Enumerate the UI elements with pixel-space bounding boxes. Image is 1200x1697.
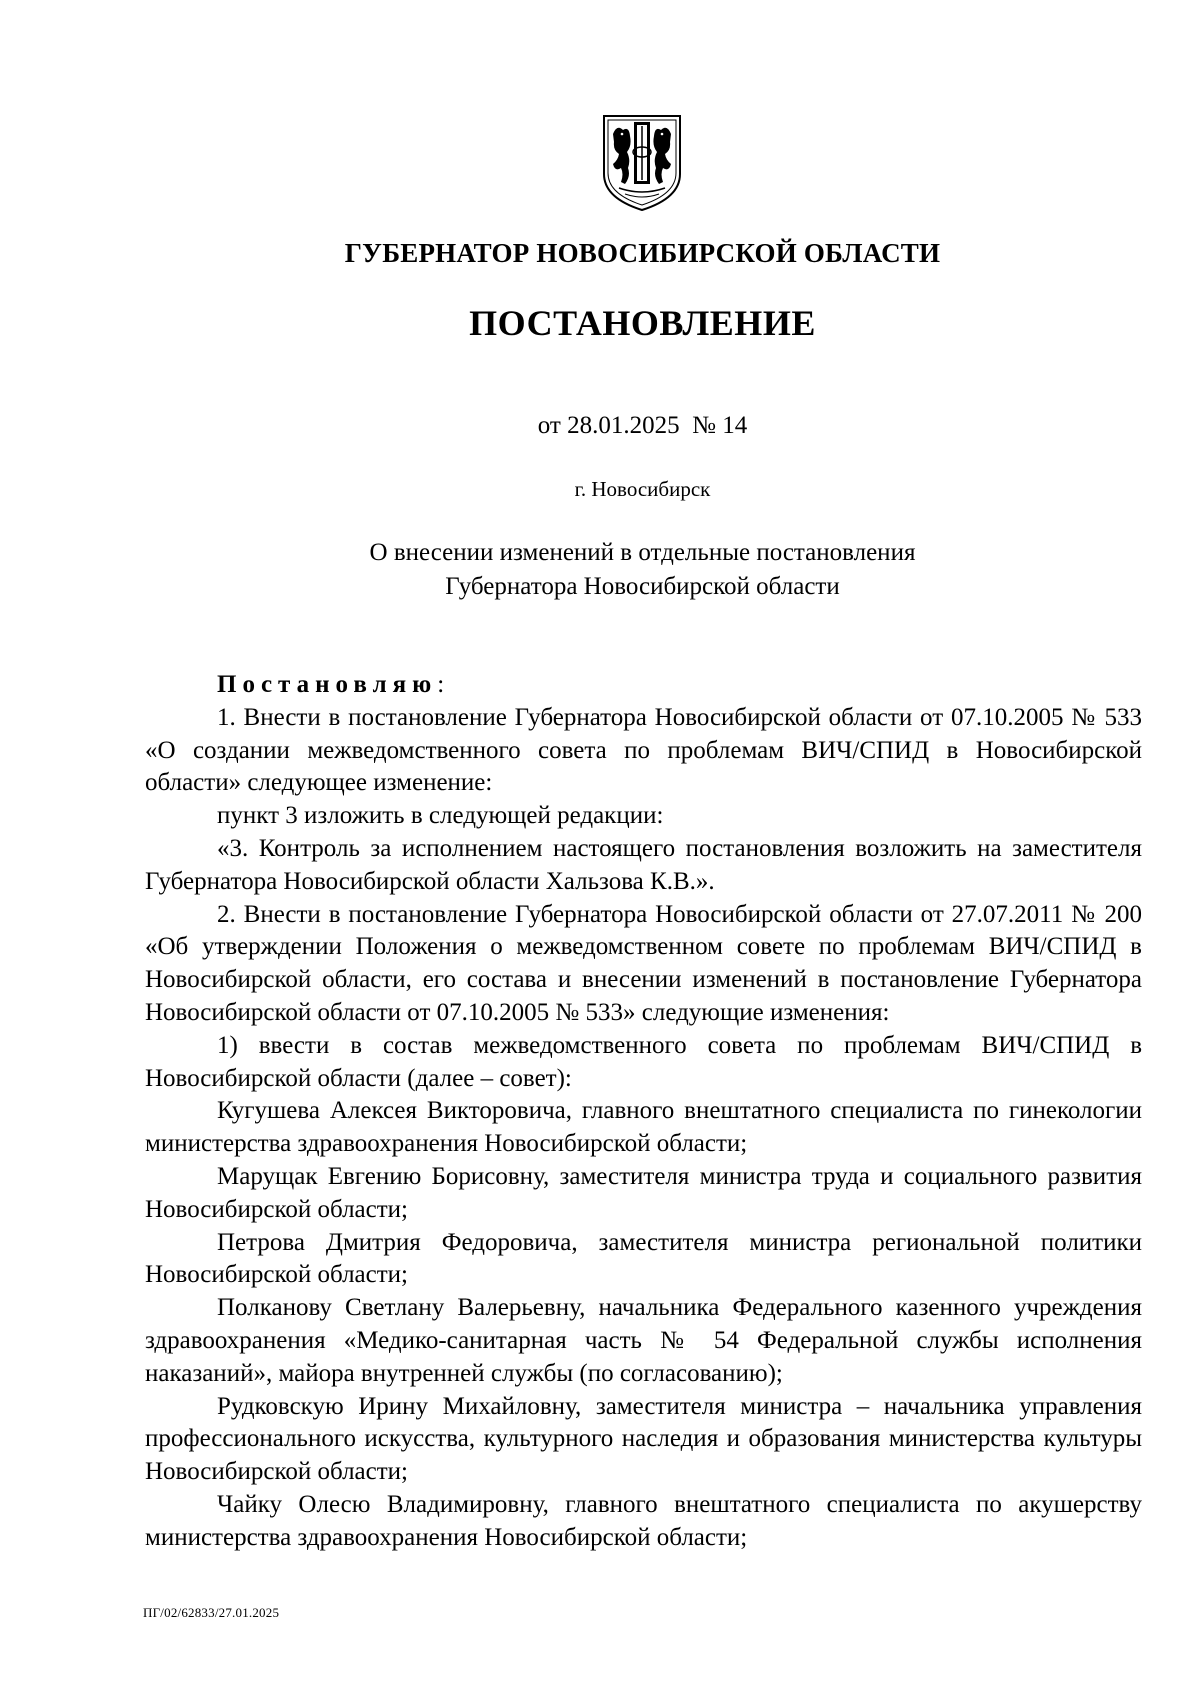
- decree-heading: [145, 669, 1142, 702]
- paragraph-1: 1. Внести в постановление Губернатора Новосибирской области от 07.10.2005 № 533 «О создании межведомственного совета по проблемам ВИЧ/СПИД в Новосибирской области» следующее изменение:: [145, 703, 1142, 797]
- document-body: [145, 669, 1142, 1555]
- paragraph-10: Рудковскую Ирину Михайловну, заместителя министра – начальника управления профессионального искусства, культурного наследия и образования министерства культуры Новосибирской области;: [145, 1392, 1142, 1486]
- document-subject: [0, 536, 1200, 604]
- paragraph-6: Кугушева Алексея Викторовича, главного внештатного специалиста по гинекологии министерства здравоохранения Новосибирской области;: [145, 1097, 1142, 1158]
- paragraph-2: пункт 3 изложить в следующей редакции:: [217, 802, 664, 830]
- decree-word: Постановляю: [217, 671, 438, 698]
- document-date-number: от 28.01.2025 № 14: [537, 412, 748, 439]
- issuing-authority: ГУБЕРНАТОР НОВОСИБИРСКОЙ ОБЛАСТИ: [344, 238, 941, 268]
- subject-line-2: Губернатора Новосибирской области: [445, 573, 840, 600]
- paragraph-5: 1) ввести в состав межведомственного совета по проблемам ВИЧ/СПИД в Новосибирской области (далее – совет):: [145, 1031, 1142, 1092]
- paragraph-9: Полканову Светлану Валерьевну, начальника Федерального казенного учреждения здравоохранения «Медико-санитарная часть № 54 Федеральной службы исполнения наказаний», майора внутренней службы (по согласованию);: [145, 1294, 1142, 1387]
- paragraph-8: Петрова Дмитрия Федоровича, заместителя министра региональной политики Новосибирской области;: [145, 1228, 1142, 1289]
- decree-colon: :: [437, 671, 445, 698]
- document-city: г. Новосибирск: [574, 477, 711, 501]
- document-type: ПОСТАНОВЛЕНИЕ: [469, 303, 816, 343]
- paragraph-3: «3. Контроль за исполнением настоящего постановления возложить на заместителя Губернатора Новосибирской области Хальзова К.В.».: [145, 834, 1142, 895]
- paragraph-4: 2. Внести в постановление Губернатора Новосибирской области от 27.07.2011 № 200 «Об утверждении Положения о межведомственном совете по проблемам ВИЧ/СПИД в Новосибирской области, его состава и внесении изменений в постановление Губернатора Новосибирской области от 07.10.2005 № 533» следующие изменения:: [145, 900, 1142, 1026]
- novosibirsk-coat-of-arms-icon: [601, 112, 683, 212]
- footer-document-code: ПГ/02/62833/27.01.2025: [143, 1605, 280, 1620]
- paragraph-7: Марущак Евгению Борисовну, заместителя министра труда и социального развития Новосибирской области;: [145, 1162, 1142, 1223]
- paragraph-11: Чайку Олесю Владимировну, главного внештатного специалиста по акушерству министерства здравоохранения Новосибирской области;: [145, 1490, 1142, 1551]
- subject-line-1: О внесении изменений в отдельные постановления: [369, 539, 916, 566]
